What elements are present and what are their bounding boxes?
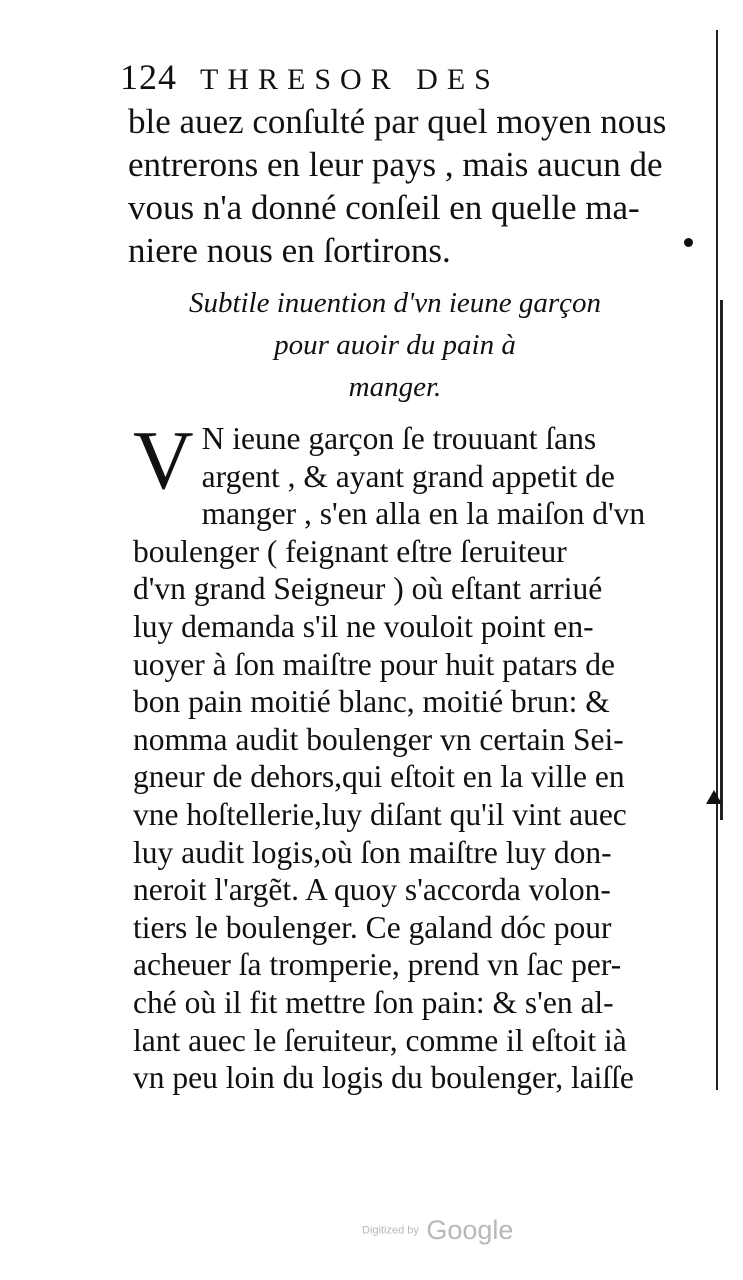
watermark-brand: Google: [426, 1215, 514, 1245]
continuation-line: entrerons en leur pays , mais aucun de: [128, 145, 663, 184]
paragraph-line: uoyer à ſon maiſtre pour huit patars de: [133, 646, 615, 682]
margin-mark: [706, 790, 722, 804]
paragraph-line: vn peu loin du logis du boulenger, laiſſe: [133, 1060, 634, 1096]
continuation-text: [128, 100, 667, 272]
continuation-line: ble auez conſulté par quel moyen nous: [128, 102, 667, 141]
paragraph-line: bon pain moitié blanc, moitié brun: &: [133, 684, 610, 720]
running-title: THRESOR DES: [200, 63, 500, 96]
digitization-watermark: [362, 1215, 513, 1246]
paragraph-line: manger , s'en alla en la maiſon d'vn: [201, 496, 646, 532]
paragraph-line: d'vn grand Seigneur ) où eſtant arriué: [133, 571, 603, 607]
page-edge-line: [720, 300, 723, 820]
continuation-line: vous n'a donné conſeil en quelle ma-: [128, 188, 640, 227]
watermark-prefix: Digitized by: [362, 1224, 419, 1237]
paragraph-line: ché où il fit mettre ſon pain: & s'en al-: [133, 984, 614, 1020]
paragraph-line: luy demanda s'il ne vouloit point en-: [133, 608, 594, 644]
paragraph-line: argent , & ayant grand appetit de: [201, 458, 615, 494]
section-title: [160, 282, 630, 408]
paragraph-line: neroit l'argẽt. A quoy s'accorda volon-: [133, 872, 611, 908]
page-number: 124: [120, 57, 177, 97]
paragraph-line: gneur de dehors,qui eſtoit en la ville en: [133, 759, 625, 795]
story-paragraph: [133, 414, 663, 1097]
paragraph-line: vne hoſtellerie,luy diſant qu'il vint auec: [133, 796, 627, 832]
continuation-line: niere nous en ſortirons.: [128, 231, 451, 270]
section-title-line: pour auoir du pain à: [274, 329, 516, 361]
ink-mark: [684, 238, 693, 247]
section-title-line: Subtile inuention d'vn ieune garçon: [188, 287, 602, 319]
paragraph-line: tiers le boulenger. Ce galand dóc pour: [133, 909, 612, 945]
paragraph-line: acheuer ſa tromperie, prend vn ſac per-: [133, 947, 622, 983]
page-edge-line: [716, 30, 718, 1090]
paragraph-line: luy audit logis,où ſon maiſtre luy don-: [133, 834, 612, 870]
section-title-line: manger.: [348, 371, 442, 403]
paragraph-line: boulenger ( feignant eſtre ſeruiteur: [133, 533, 567, 569]
paragraph-line: lant auec le ſeruiteur, comme il eſtoit ià: [133, 1022, 627, 1058]
paragraph-line: nomma audit boulenger vn certain Sei-: [133, 721, 624, 757]
drop-capital: V: [133, 414, 194, 507]
running-header: [120, 56, 500, 98]
paragraph-line: N ieune garçon ſe trouuant ſans: [201, 421, 597, 456]
